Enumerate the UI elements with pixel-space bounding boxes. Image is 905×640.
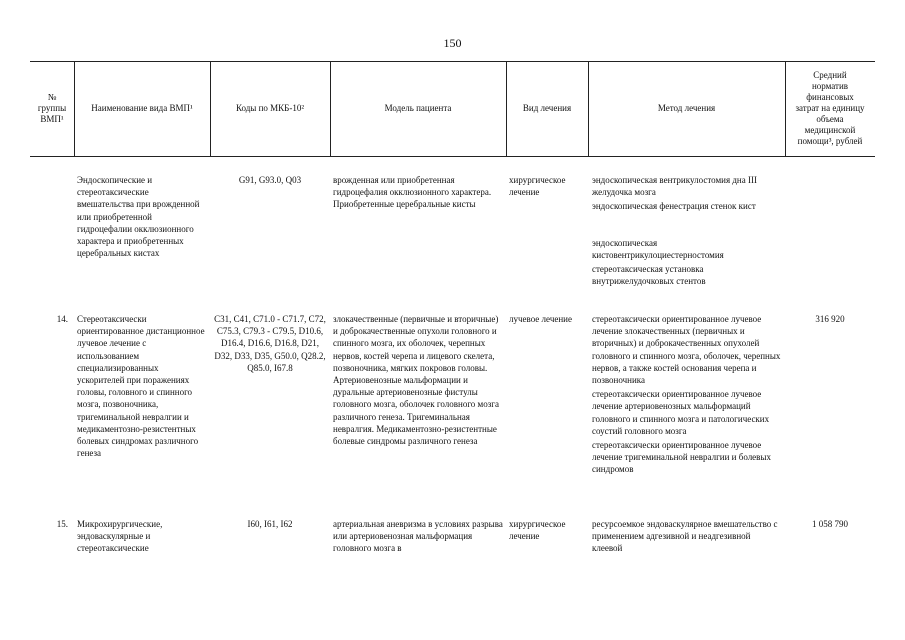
header-cost-line: Средний: [813, 70, 847, 80]
row-treatment-methods: [592, 313, 784, 478]
header-patient-model: Модель пациента: [384, 103, 452, 113]
treatment-method-item: стереотаксически ориентированное лучевое лечение артериовенозных мальформаций головного и спинного мозга и патологических соустий головного мозга: [592, 389, 770, 436]
treatment-method-item: стереотаксически ориентированное лучевое лечение злокачественных (первичных и вторичных) и доброкачественных опухолей головного и спинного мозга, оболочек, черепных нервов, а также костей основания черепа и позвоночника: [592, 314, 781, 386]
row-patient-model: злокачественные (первичные и вторичные) и доброкачественные опухоли головного и спинного мозга, их оболочек, черепных нервов, костей черепа и лицевого скелета, позвоночника, мягких покровов головы. Артериовенозные мальформации и дуральные артериовенозные фистулы головного мозга, оболочек головного мозга различного генеза. Тригеминальная невралгия. Медикаментозно-резистентные болевые синдромы различного генеза: [333, 314, 499, 447]
row-patient-model: врожденная или приобретенная гидроцефалия окклюзионного характера. Приобретенные церебральные кисты: [333, 175, 492, 210]
header-group-number-line: группы: [37, 103, 67, 113]
row-icd-codes: G91, G93.0, Q03: [238, 175, 302, 185]
header-group-number: [30, 61, 74, 156]
header-icd-codes: Коды по МКБ-10²: [235, 103, 305, 113]
row-average-cost: 316 920: [815, 314, 845, 324]
row-group-number: 14.: [56, 314, 68, 324]
header-cost-line: затрат на единицу: [795, 103, 865, 113]
header-vmp-name: Наименование вида ВМП¹: [91, 103, 193, 113]
row-vmp-name: Микрохирургические, эндоваскулярные и стереотаксические: [77, 519, 163, 554]
header-treatment-method: Метод лечения: [657, 103, 716, 113]
row-average-cost: 1 058 790: [812, 519, 848, 529]
header-bottom-rule: [30, 156, 875, 157]
row-patient-model: артериальная аневризма в условиях разрыва или артериовенозная мальформация головного мозга в: [333, 519, 503, 554]
header-group-number-line: ВМП¹: [40, 114, 64, 124]
row-vmp-name: Эндоскопические и стереотаксические вмешательства при врожденной или приобретенной гидроцефалии окклюзионного характера и приобретенных церебральных кистах: [77, 175, 200, 259]
treatment-method-item: эндоскопическая кистовентрикулоциестерностомия: [592, 237, 724, 260]
header-cost-line: помощи³, рублей: [797, 136, 863, 146]
treatment-method-item: стереотаксически ориентированное лучевое лечение тригеминальной невралгии и болевых синдромов: [592, 440, 771, 475]
row-treatment-type: хирургическое лечение: [509, 519, 566, 542]
header-cost-line: финансовых: [806, 92, 854, 102]
page-number: 150: [443, 36, 462, 50]
row-vmp-name: Стереотаксически ориентированное дистанционное лучевое лечение с использованием специализированных ускорителей при поражениях головы, головного и спинного мозга, позвоночника, тригеминальной невралгии и медикаментозно-резистентных болевых синдромах различного генеза: [77, 314, 205, 459]
row-icd-codes: I60, I61, I62: [247, 519, 293, 529]
header-cost-line: норматив: [811, 81, 849, 91]
header-treatment-type: Вид лечения: [522, 103, 572, 113]
header-group-number-line: №: [47, 92, 57, 102]
treatment-method-item: эндоскопическая фенестрация стенок кист: [592, 201, 756, 212]
treatment-method-item: ресурсоемкое эндоваскулярное вмешательство с применением адгезивной и неадгезивной клеевой: [592, 519, 778, 554]
row-treatment-methods: [592, 518, 782, 557]
row-treatment-type: хирургическое лечение: [509, 175, 566, 198]
treatment-method-item: стереотаксическая установка внутрижелудочковых стентов: [592, 264, 706, 287]
row-treatment-methods: [592, 174, 784, 289]
row-treatment-type: лучевое лечение: [509, 314, 572, 324]
header-cost-line: медицинской: [804, 125, 856, 135]
header-cost-line: объема: [816, 114, 844, 124]
row-group-number: 15.: [56, 519, 68, 529]
header-average-cost: [785, 61, 875, 156]
treatment-method-item: эндоскопическая вентрикулостомия дна III желудочка мозга: [592, 175, 757, 198]
row-icd-codes: C31, C41, C71.0 - C71.7, C72, C75.3, C79.3 - C79.5, D10.6, D16.4, D16.6, D16.8, D21, D32, D33, D35, G50.0, Q28.2, Q85.0, I67.8: [214, 314, 326, 373]
